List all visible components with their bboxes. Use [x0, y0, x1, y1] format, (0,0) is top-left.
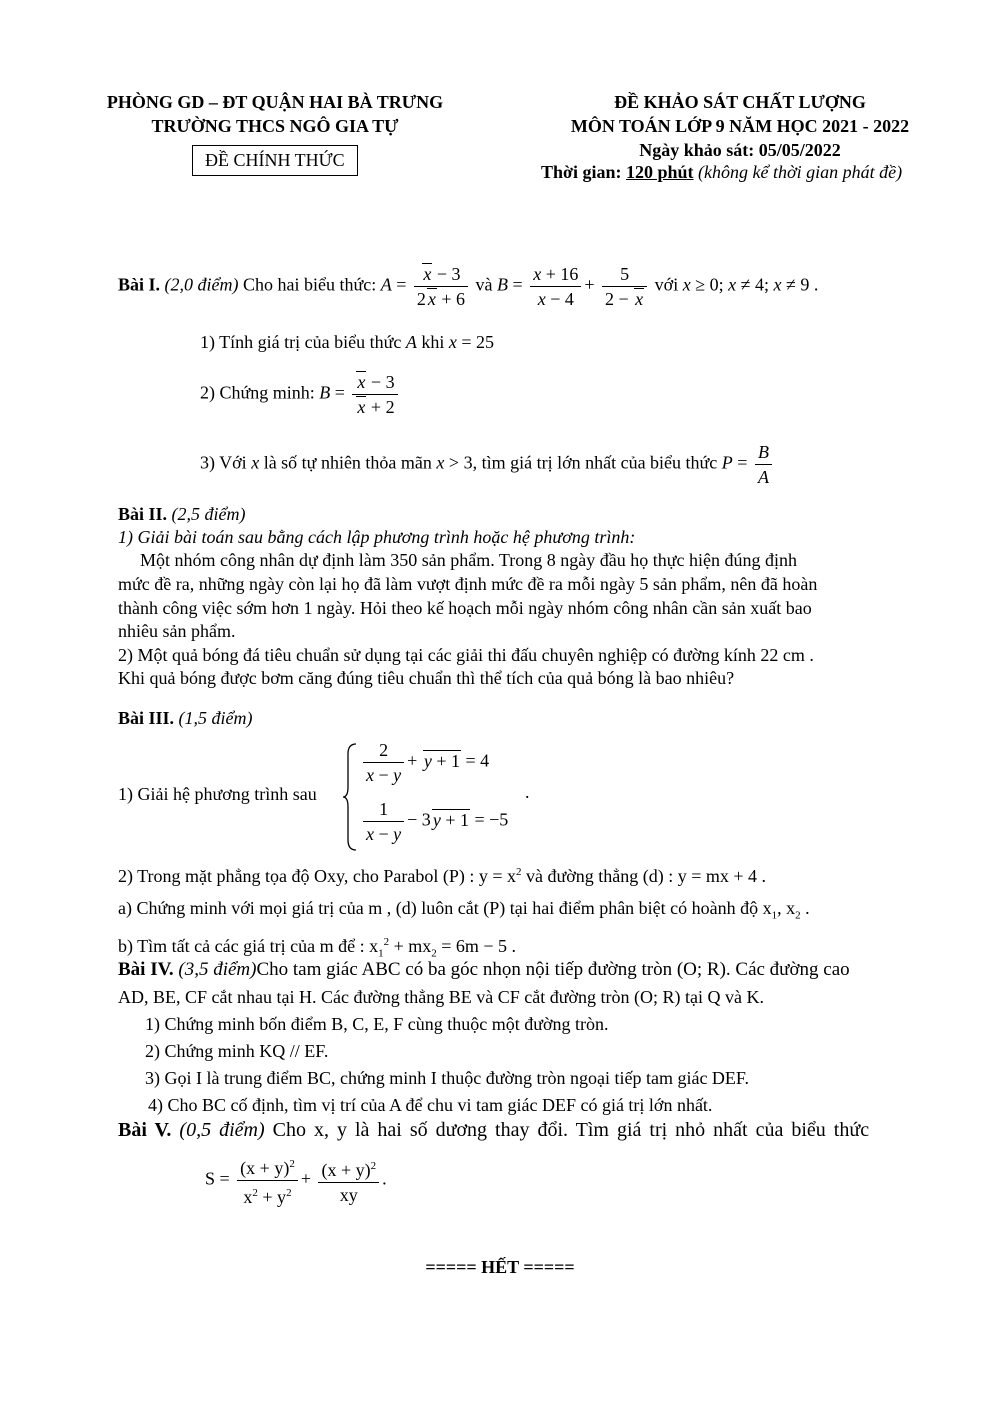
fraction-B1: $\frac{x + 16}{x - 4}$ — [530, 262, 581, 311]
exam-title: ĐỀ KHẢO SÁT CHẤT LƯỢNG — [614, 92, 866, 112]
system-brace — [342, 742, 358, 852]
exam-time: Thời gian: 120 phút (không kể thời gian phát đề) — [541, 162, 903, 182]
bai4-q4: 4) Cho BC cố định, tìm vị trí của A để chu vi tam giác DEF có giá trị lớn nhất. — [148, 1095, 713, 1115]
bai2-p1: Một nhóm công nhân dự định làm 350 sản phẩm. Trong 8 ngày đầu họ thực hiện đúng định — [140, 550, 797, 570]
system-eq2: $\frac{1}{x - y}$ − 3 y + 1 = −5 — [360, 797, 508, 846]
bai4-intro2: AD, BE, CF cắt nhau tại H. Các đường thẳng BE và CF cắt đường tròn (O; R) tại Q và K. — [118, 987, 764, 1007]
bai3-title: Bài III. (1,5 điểm) — [118, 708, 253, 728]
exam-subject: MÔN TOÁN LỚP 9 NĂM HỌC 2021 - 2022 — [570, 116, 910, 136]
bai4-q3: 3) Gọi I là trung điểm BC, chứng minh I thuộc đường tròn ngoại tiếp tam giác DEF. — [145, 1068, 749, 1088]
bai2-p3: thành công việc sớm hơn 1 ngày. Hỏi theo kế hoạch mỗi ngày nhóm công nhân cần sản xuất bao — [118, 598, 812, 618]
bai2-sub1: 1) Giải bài toán sau bằng cách lập phương trình hoặc hệ phương trình: — [118, 527, 636, 547]
bai3-qb: b) Tìm tất cả các giá trị của m để : $x_1^2 + mx_2 = 6m - 5$ . — [118, 936, 517, 960]
system-eq1: $\frac{2}{x - y}$ + y + 1 = 4 — [360, 738, 489, 787]
bai1-q2: 2) Chứng minh: B = $\frac{x - 3}{x + 2}$ — [200, 370, 401, 419]
bai5-intro: Bài V. (0,5 điểm) Cho x, y là hai số dương thay đổi. Tìm giá trị nhỏ nhất của biểu thức — [118, 1119, 870, 1141]
bai1-intro: Bài I. (2,0 điểm) Cho hai biểu thức: A = $\frac{x - 3}{2 x + 6}$ và B = $\frac{x + 16}{x - 4}$ + $\frac{5}{2 - x}$ với x ≥ 0; x ≠ 4; x ≠ 9 . — [118, 264, 819, 309]
bai2-p5: 2) Một quả bóng đá tiêu chuẩn sử dụng tại các giải thi đấu chuyên nghiệp có đường kính 22 cm . — [118, 645, 814, 665]
bai2-p6: Khi quả bóng được bơm căng đúng tiêu chuẩn thì thể tích của quả bóng là bao nhiêu? — [118, 668, 735, 688]
fraction-B2: $\frac{5}{2 - x}$ — [602, 262, 647, 311]
end-marker: ===== HẾT ===== — [425, 1257, 575, 1277]
bai3-q2: 2) Trong mặt phẳng tọa độ Oxy, cho Parabol (P) : $y = x^2$ và đường thẳng (d) : y = mx + 4 . — [118, 866, 767, 886]
system-period: . — [525, 782, 530, 802]
bai1-q1: 1) Tính giá trị của biểu thức A khi x = 25 — [200, 332, 495, 352]
school-department: PHÒNG GD – ĐT QUẬN HAI BÀ TRƯNG — [106, 92, 444, 112]
bai2-p2: mức đề ra, những ngày còn lại họ đã làm vượt định mức đề ra mỗi ngày 5 sản phẩm, nên đã hoàn — [118, 574, 818, 594]
official-exam-box: ĐỀ CHÍNH THỨC — [192, 145, 358, 176]
bai2-title: Bài II. (2,5 điểm) — [118, 504, 246, 524]
fraction-S2: $\frac{(x + y)^2}{xy}$ — [318, 1154, 379, 1207]
school-name: TRƯỜNG THCS NGÔ GIA TỰ — [151, 116, 399, 136]
bai4-intro: Bài IV. (3,5 điểm)Cho tam giác ABC có ba góc nhọn nội tiếp đường tròn (O; R). Các đường cao — [118, 959, 850, 980]
bai3-q1: 1) Giải hệ phương trình sau — [118, 784, 317, 804]
exam-date: Ngày khảo sát: 05/05/2022 — [639, 140, 841, 160]
fraction-A: $\frac{x - 3}{2 x + 6}$ — [414, 262, 468, 311]
fraction-S1: $\frac{(x + y)^2}{x^2 + y^2}$ — [237, 1152, 298, 1209]
bai4-q1: 1) Chứng minh bốn điểm B, C, E, F cùng thuộc một đường tròn. — [145, 1014, 609, 1034]
fraction-P: $\frac{B}{A}$ — [755, 440, 772, 489]
bai2-p4: nhiêu sản phẩm. — [118, 621, 236, 641]
bai3-qa: a) Chứng minh với mọi giá trị của m , (d) luôn cắt (P) tại hai điểm phân biệt có hoành độ $x_1$, $x_2$ . — [118, 898, 810, 922]
fraction-B-simplified: $\frac{x - 3}{x + 2}$ — [352, 370, 397, 419]
bai5-expression: S = $\frac{(x + y)^2}{x^2 + y^2}$ + $\frac{(x + y)^2}{xy}$ . — [205, 1152, 387, 1209]
bai1-q3: 3) Với x là số tự nhiên thỏa mãn x > 3, tìm giá trị lớn nhất của biểu thức P = $\frac{B}{A}$ — [200, 440, 775, 489]
bai4-q2: 2) Chứng minh KQ // EF. — [145, 1041, 329, 1061]
